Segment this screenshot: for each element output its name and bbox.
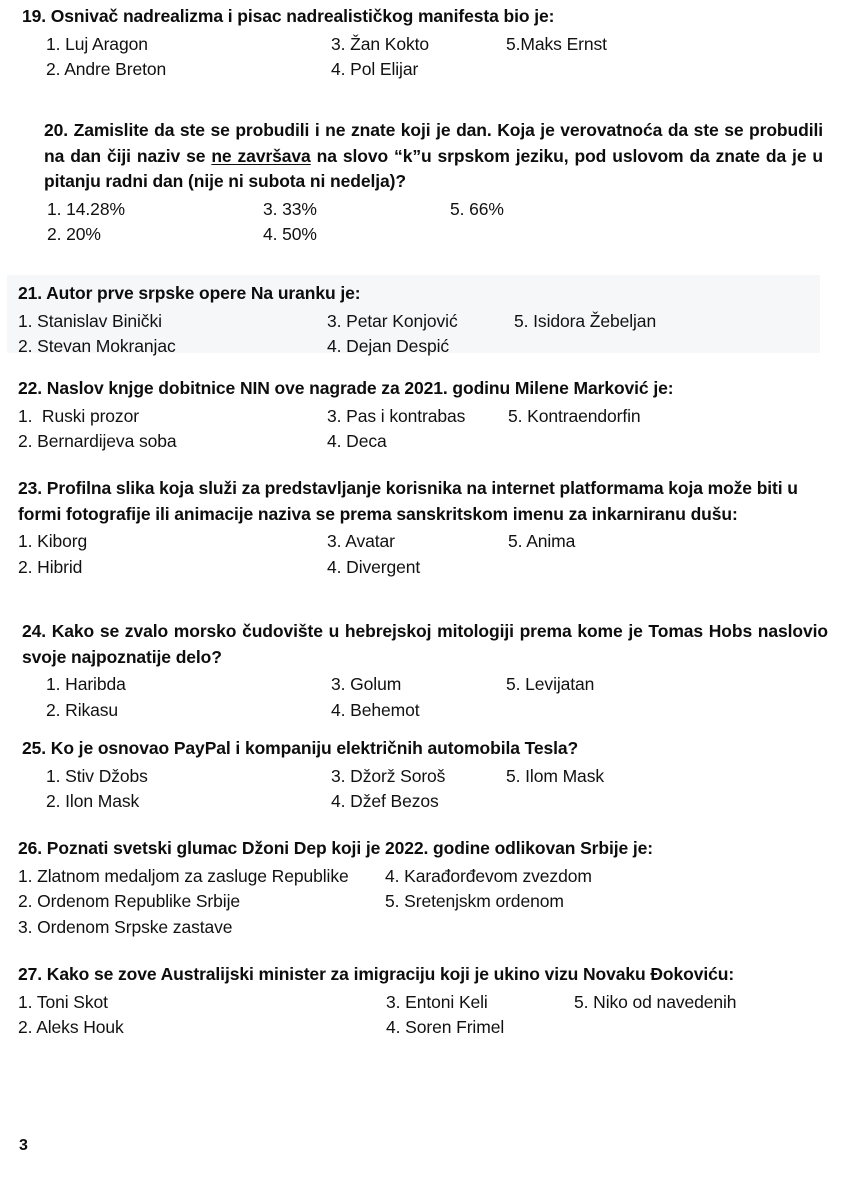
option-row — [22, 672, 828, 698]
option-row — [18, 404, 828, 430]
option-3: 3. Ordenom Srpske zastave — [18, 916, 233, 937]
option-1: 1. Haribda — [46, 674, 126, 694]
option-2: 2. 20% — [47, 224, 101, 244]
option-4: 4. Soren Frimel — [386, 1017, 505, 1037]
question-27-stem: 27. Kako se zove Australijski minister za imigraciju koji je ukino vizu Novaku Đokoviću: — [18, 964, 735, 984]
option-4: 4. 50% — [263, 224, 317, 244]
option-4: 4. Džef Bezos — [331, 791, 439, 811]
option-4: 4. Karađorđevom zvezdom — [385, 865, 592, 886]
question-23 — [18, 476, 824, 580]
option-5: 5.Maks Ernst — [506, 33, 607, 54]
question-22-stem: 22. Naslov knjge dobitnice NIN ove nagrade za 2021. godinu Milene Marković je: — [18, 378, 674, 398]
option-1: 1. 14.28% — [47, 198, 125, 219]
question-20-options — [44, 197, 823, 248]
question-20-stem-part2: na slovo “k”u srpskom jeziku, pod uslovom da znate da je u pitanju radni dan (nije ni subota ni nedelja)? — [44, 145, 824, 191]
option-5: 5. Levijatan — [506, 674, 595, 694]
question-26 — [18, 836, 828, 940]
option-row — [18, 334, 820, 360]
question-25-options — [22, 764, 828, 815]
option-5: 5. Sretenjskm ordenom — [385, 891, 564, 911]
option-4: 4. Deca — [327, 431, 387, 451]
option-row — [22, 57, 828, 83]
question-25-stem: 25. Ko je osnovao PayPal i kompaniju električnih automobila Tesla? — [22, 738, 579, 758]
option-row — [22, 764, 828, 790]
option-3: 3. Petar Konjović — [327, 310, 458, 331]
option-3: 3. Žan Kokto — [331, 33, 430, 54]
question-22 — [18, 376, 828, 455]
question-22-options — [18, 404, 828, 455]
question-26-options — [18, 864, 828, 941]
option-row — [44, 197, 823, 223]
question-24 — [22, 619, 828, 723]
option-5: 5. Kontraendorfin — [508, 405, 641, 426]
option-row — [18, 529, 824, 555]
option-3: 3. Entoni Keli — [386, 991, 488, 1012]
option-4: 4. Behemot — [331, 699, 420, 720]
option-1: 1. Stanislav Binički — [18, 310, 162, 331]
option-1: 1. Ruski prozor — [18, 405, 139, 426]
option-3: 3. 33% — [263, 198, 317, 219]
question-20-stem-part1: 20. Zamislite da ste se probudili i ne znate koji je dan. Koja je verovatnoća da ste se probudili na dan čiji naziv se — [44, 120, 823, 166]
option-3: 3. Pas i kontrabas — [327, 405, 466, 426]
question-21-stem: 21. Autor prve srpske opere Na uranku je: — [18, 283, 361, 303]
option-1: 1. Toni Skot — [18, 991, 108, 1012]
option-row — [18, 309, 820, 335]
option-1: 1. Zlatnom medaljom za zasluge Republike — [18, 865, 349, 886]
option-4: 4. Divergent — [327, 556, 421, 577]
option-row — [44, 222, 823, 248]
option-5: 5. Isidora Žebeljan — [514, 310, 657, 331]
option-row — [18, 1015, 828, 1041]
option-row — [18, 864, 828, 890]
option-2: 2. Bernardijeva soba — [18, 431, 177, 451]
question-26-stem: 26. Poznati svetski glumac Džoni Dep koji je 2022. godine odlikovan Srbije je: — [18, 838, 654, 858]
option-row — [18, 429, 828, 455]
question-21-options — [18, 309, 820, 360]
question-20-stem-underlined: ne završava — [211, 145, 311, 166]
option-4: 4. Dejan Despić — [327, 336, 450, 356]
question-24-options — [22, 672, 828, 723]
option-3: 3. Džorž Soroš — [331, 765, 446, 786]
option-2: 2. Andre Breton — [46, 59, 167, 79]
question-19 — [22, 4, 828, 83]
question-20 — [44, 118, 823, 248]
option-5: 5. Niko od navedenih — [574, 991, 737, 1012]
question-19-options — [22, 32, 828, 83]
option-5: 5. 66% — [450, 198, 504, 219]
option-row — [22, 789, 828, 815]
question-25 — [22, 736, 828, 815]
page-number: 3 — [19, 1137, 28, 1154]
option-row — [18, 889, 828, 915]
option-1: 1. Luj Aragon — [46, 33, 148, 54]
option-2: 2. Rikasu — [46, 699, 119, 720]
option-3: 3. Avatar — [327, 531, 395, 551]
question-20-stem — [44, 118, 823, 195]
option-row — [22, 698, 828, 724]
option-3: 3. Golum — [331, 674, 402, 694]
option-2: 2. Aleks Houk — [18, 1017, 124, 1037]
question-21 — [7, 275, 820, 356]
option-2: 2. Ordenom Republike Srbije — [18, 891, 240, 911]
option-row — [18, 915, 828, 941]
option-2: 2. Ilon Mask — [46, 791, 140, 811]
option-2: 2. Hibrid — [18, 556, 83, 577]
question-19-stem: 19. Osnivač nadrealizma i pisac nadrealističkog manifesta bio je: — [22, 6, 555, 26]
option-row — [18, 555, 824, 581]
option-5: 5. Ilom Mask — [506, 765, 604, 786]
question-23-stem: 23. Profilna slika koja služi za predstavljanje korisnika na internet platformama koja može biti u formi fotografije ili animacije naziva se prema sanskritskom imenu za inkarniranu dušu: — [18, 478, 798, 524]
option-1: 1. Stiv Džobs — [46, 765, 148, 786]
option-1: 1. Kiborg — [18, 531, 88, 551]
option-2: 2. Stevan Mokranjac — [18, 336, 176, 356]
question-27-options — [18, 990, 828, 1041]
question-27 — [18, 962, 828, 1041]
option-5: 5. Anima — [508, 531, 576, 551]
option-row — [18, 990, 828, 1016]
option-row — [22, 32, 828, 58]
option-4: 4. Pol Elijar — [331, 59, 419, 79]
question-23-options — [18, 529, 824, 580]
question-24-stem: 24. Kako se zvalo morsko čudovište u hebrejskoj mitologiji prema kome je Tomas Hobs naslovio svoje najpoznatije delo? — [22, 621, 828, 667]
